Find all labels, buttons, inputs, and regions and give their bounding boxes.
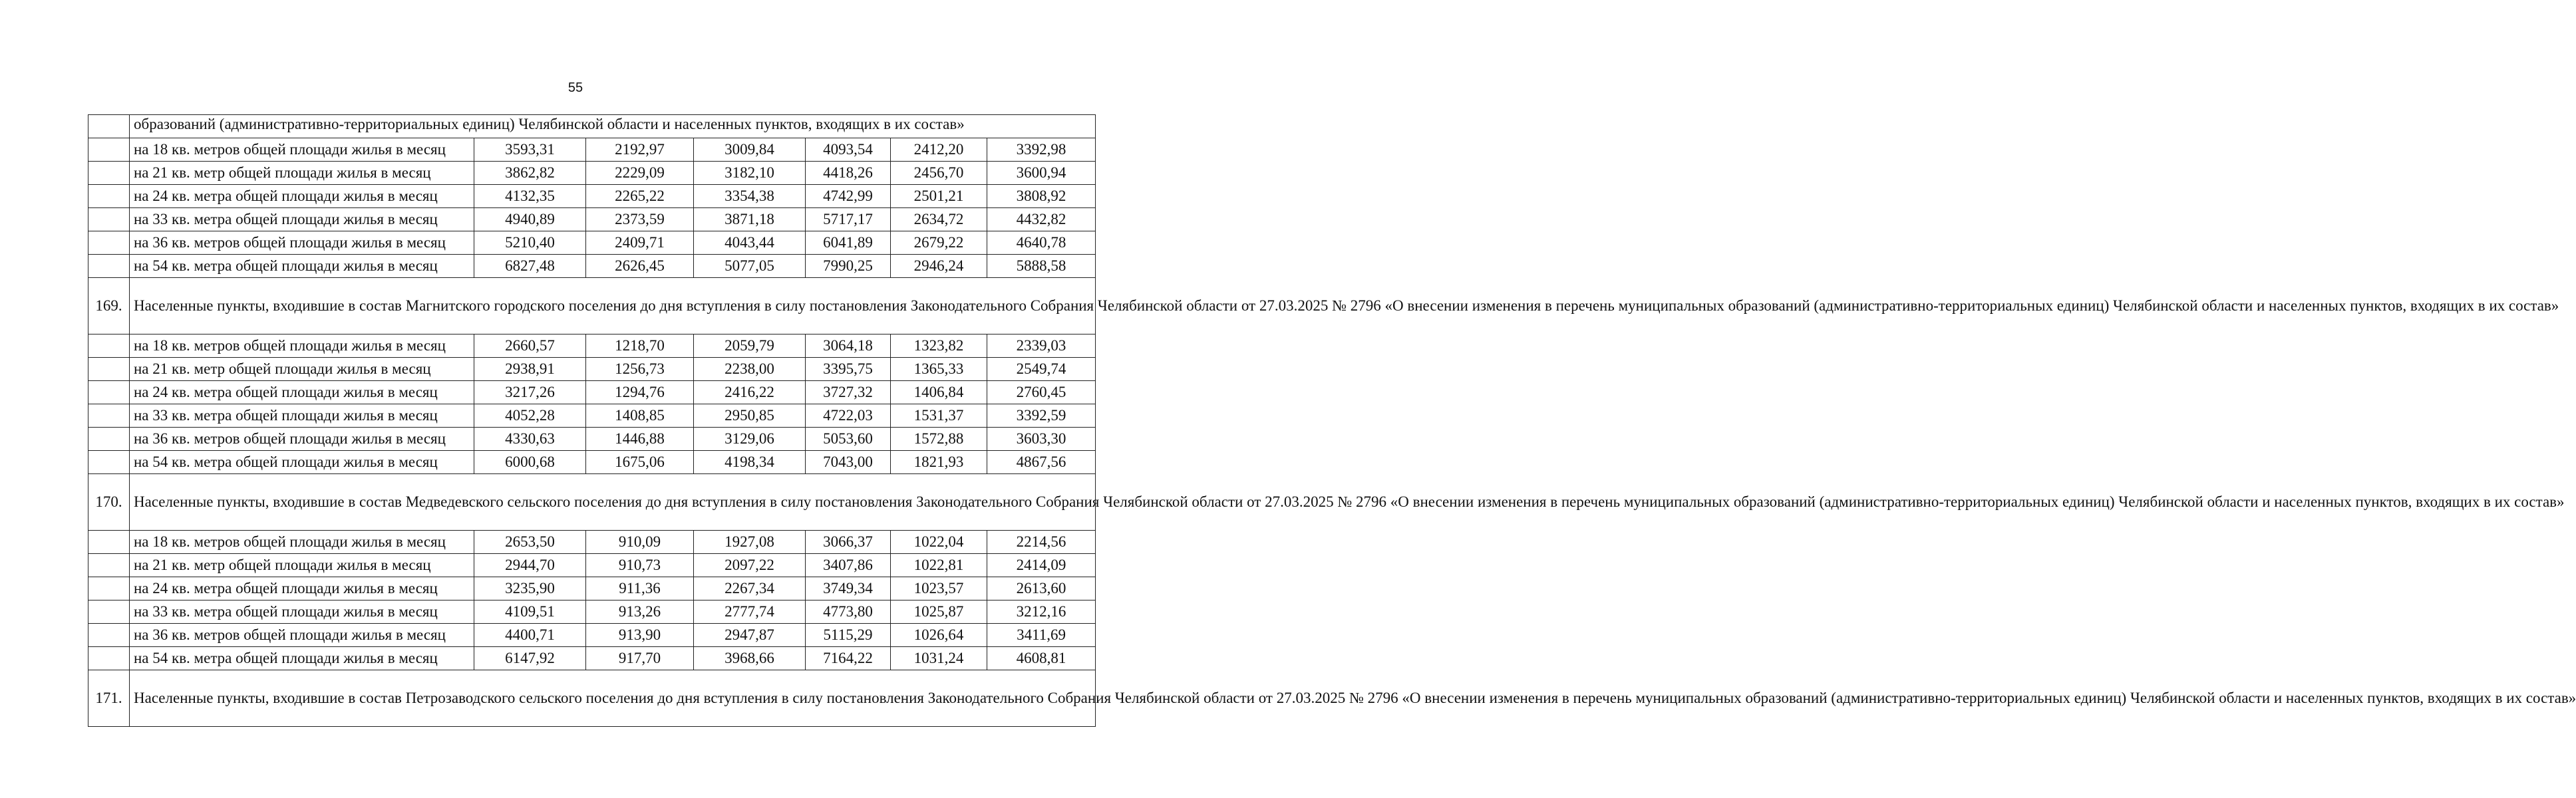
- table-row: [88, 600, 1096, 624]
- value-cell: 2938,91: [474, 358, 586, 381]
- value-cell: 2373,59: [586, 208, 694, 231]
- value-cell: 2777,74: [694, 600, 806, 624]
- value-cell: 911,36: [586, 577, 694, 600]
- value-cell: 4093,54: [806, 138, 891, 162]
- value-cell: 2626,45: [586, 255, 694, 278]
- table-row: [88, 647, 1096, 670]
- table-row: [88, 162, 1096, 185]
- value-cell: 2416,22: [694, 381, 806, 404]
- value-cell: 7043,00: [806, 451, 891, 474]
- value-cell: 917,70: [586, 647, 694, 670]
- section-heading: Населенные пункты, входившие в состав Магнитского городского поселения до дня вступления в силу постановления Законодательного Собрания Челябинской области от 27.03.2025 № 2796 «О внесении изменения в перечень муниципальных образований (административно-территориальных единиц) Челябинской области и населенных пунктов, входящих в их состав»: [130, 278, 1096, 334]
- value-cell: 1218,70: [586, 334, 694, 358]
- table-row: [88, 381, 1096, 404]
- value-cell: 3354,38: [694, 185, 806, 208]
- value-cell: 3727,32: [806, 381, 891, 404]
- table-row: [88, 138, 1096, 162]
- row-label: на 36 кв. метров общей площади жилья в месяц: [130, 428, 474, 451]
- value-cell: 4940,89: [474, 208, 586, 231]
- value-cell: 1572,88: [891, 428, 987, 451]
- value-cell: 3749,34: [806, 577, 891, 600]
- table-row: [88, 334, 1096, 358]
- value-cell: 2660,57: [474, 334, 586, 358]
- value-cell: 1406,84: [891, 381, 987, 404]
- value-cell: 2192,97: [586, 138, 694, 162]
- row-label: на 24 кв. метра общей площади жилья в месяц: [130, 381, 474, 404]
- value-cell: 4432,82: [987, 208, 1096, 231]
- value-cell: 2339,03: [987, 334, 1096, 358]
- table-row: [88, 451, 1096, 474]
- row-label: на 18 кв. метров общей площади жилья в месяц: [130, 138, 474, 162]
- value-cell: 3407,86: [806, 554, 891, 577]
- row-label: на 24 кв. метра общей площади жилья в месяц: [130, 577, 474, 600]
- value-cell: 3392,59: [987, 404, 1096, 428]
- value-cell: 4400,71: [474, 624, 586, 647]
- value-cell: 4418,26: [806, 162, 891, 185]
- value-cell: 7990,25: [806, 255, 891, 278]
- value-cell: 910,73: [586, 554, 694, 577]
- value-cell: 913,90: [586, 624, 694, 647]
- value-cell: 2265,22: [586, 185, 694, 208]
- value-cell: 2634,72: [891, 208, 987, 231]
- value-cell: 910,09: [586, 531, 694, 554]
- value-cell: 2214,56: [987, 531, 1096, 554]
- section-number: 170.: [88, 474, 130, 531]
- value-cell: 6147,92: [474, 647, 586, 670]
- value-cell: 1022,81: [891, 554, 987, 577]
- row-label: на 21 кв. метр общей площади жилья в месяц: [130, 162, 474, 185]
- row-label: на 33 кв. метра общей площади жилья в месяц: [130, 600, 474, 624]
- value-cell: 3066,37: [806, 531, 891, 554]
- value-cell: 2097,22: [694, 554, 806, 577]
- value-cell: 4773,80: [806, 600, 891, 624]
- value-cell: 3212,16: [987, 600, 1096, 624]
- row-label: на 21 кв. метр общей площади жилья в месяц: [130, 358, 474, 381]
- value-cell: 1031,24: [891, 647, 987, 670]
- value-cell: 2950,85: [694, 404, 806, 428]
- value-cell: 3129,06: [694, 428, 806, 451]
- table-row: [88, 255, 1096, 278]
- value-cell: 6041,89: [806, 231, 891, 255]
- value-cell: 2414,09: [987, 554, 1096, 577]
- table-row: [88, 554, 1096, 577]
- value-cell: 4330,63: [474, 428, 586, 451]
- value-cell: 2229,09: [586, 162, 694, 185]
- value-cell: 5077,05: [694, 255, 806, 278]
- section-heading-row: [88, 474, 1096, 531]
- value-cell: 1408,85: [586, 404, 694, 428]
- table-row: [88, 428, 1096, 451]
- value-cell: 4132,35: [474, 185, 586, 208]
- value-cell: 2238,00: [694, 358, 806, 381]
- section-heading-row: [88, 278, 1096, 334]
- page-number: 55: [567, 80, 583, 95]
- table-row: [88, 404, 1096, 428]
- row-label: на 21 кв. метр общей площади жилья в месяц: [130, 554, 474, 577]
- row-label: на 54 кв. метра общей площади жилья в месяц: [130, 647, 474, 670]
- value-cell: 3593,31: [474, 138, 586, 162]
- value-cell: 2267,34: [694, 577, 806, 600]
- table-row: [88, 231, 1096, 255]
- value-cell: 4052,28: [474, 404, 586, 428]
- row-label: на 33 кв. метра общей площади жилья в месяц: [130, 404, 474, 428]
- value-cell: 1323,82: [891, 334, 987, 358]
- section-heading-row: [88, 670, 1096, 727]
- value-cell: 3395,75: [806, 358, 891, 381]
- value-cell: 3064,18: [806, 334, 891, 358]
- value-cell: 3603,30: [987, 428, 1096, 451]
- value-cell: 6000,68: [474, 451, 586, 474]
- value-cell: 4043,44: [694, 231, 806, 255]
- value-cell: 4867,56: [987, 451, 1096, 474]
- value-cell: 5717,17: [806, 208, 891, 231]
- value-cell: 2409,71: [586, 231, 694, 255]
- value-cell: 3871,18: [694, 208, 806, 231]
- value-cell: 4722,03: [806, 404, 891, 428]
- row-label: на 54 кв. метра общей площади жилья в месяц: [130, 255, 474, 278]
- value-cell: 1531,37: [891, 404, 987, 428]
- value-cell: 2679,22: [891, 231, 987, 255]
- value-cell: 5053,60: [806, 428, 891, 451]
- value-cell: 4198,34: [694, 451, 806, 474]
- row-number-cell: [88, 115, 130, 138]
- value-cell: 5888,58: [987, 255, 1096, 278]
- value-cell: 3392,98: [987, 138, 1096, 162]
- value-cell: 2653,50: [474, 531, 586, 554]
- value-cell: 1927,08: [694, 531, 806, 554]
- value-cell: 1446,88: [586, 428, 694, 451]
- table-row: [88, 531, 1096, 554]
- value-cell: 1025,87: [891, 600, 987, 624]
- continuation-row: [88, 115, 1096, 138]
- value-cell: 2946,24: [891, 255, 987, 278]
- value-cell: 3862,82: [474, 162, 586, 185]
- value-cell: 1026,64: [891, 624, 987, 647]
- value-cell: 3968,66: [694, 647, 806, 670]
- value-cell: 2549,74: [987, 358, 1096, 381]
- row-label: на 18 кв. метров общей площади жилья в месяц: [130, 334, 474, 358]
- row-label: на 24 кв. метра общей площади жилья в месяц: [130, 185, 474, 208]
- table-row: [88, 577, 1096, 600]
- value-cell: 7164,22: [806, 647, 891, 670]
- value-cell: 3600,94: [987, 162, 1096, 185]
- value-cell: 1365,33: [891, 358, 987, 381]
- value-cell: 4109,51: [474, 600, 586, 624]
- row-label: на 54 кв. метра общей площади жилья в месяц: [130, 451, 474, 474]
- value-cell: 2059,79: [694, 334, 806, 358]
- section-heading: Населенные пункты, входившие в состав Медведевского сельского поселения до дня вступления в силу постановления Законодательного Собрания Челябинской области от 27.03.2025 № 2796 «О внесении изменения в перечень муниципальных образований (административно-территориальных единиц) Челябинской области и населенных пунктов, входящих в их состав»: [130, 474, 1096, 531]
- table-row: [88, 624, 1096, 647]
- table-row: [88, 358, 1096, 381]
- section-heading: Населенные пункты, входившие в состав Петрозаводского сельского поселения до дня вступления в силу постановления Законодательного Собрания Челябинской области от 27.03.2025 № 2796 «О внесении изменения в перечень муниципальных образований (административно-территориальных единиц) Челябинской области и населенных пунктов, входящих в их состав»: [130, 670, 1096, 727]
- value-cell: 2947,87: [694, 624, 806, 647]
- value-cell: 913,26: [586, 600, 694, 624]
- row-label: на 18 кв. метров общей площади жилья в месяц: [130, 531, 474, 554]
- value-cell: 4742,99: [806, 185, 891, 208]
- value-cell: 2501,21: [891, 185, 987, 208]
- value-cell: 6827,48: [474, 255, 586, 278]
- section-number: 169.: [88, 278, 130, 334]
- value-cell: 4640,78: [987, 231, 1096, 255]
- value-cell: 4608,81: [987, 647, 1096, 670]
- value-cell: 1675,06: [586, 451, 694, 474]
- row-label: на 36 кв. метров общей площади жилья в месяц: [130, 624, 474, 647]
- table-row: [88, 208, 1096, 231]
- section-number: 171.: [88, 670, 130, 727]
- value-cell: 1022,04: [891, 531, 987, 554]
- value-cell: 2944,70: [474, 554, 586, 577]
- value-cell: 2456,70: [891, 162, 987, 185]
- value-cell: 2760,45: [987, 381, 1096, 404]
- value-cell: 3182,10: [694, 162, 806, 185]
- value-cell: 2412,20: [891, 138, 987, 162]
- value-cell: 1294,76: [586, 381, 694, 404]
- value-cell: 1256,73: [586, 358, 694, 381]
- row-label: на 36 кв. метров общей площади жилья в месяц: [130, 231, 474, 255]
- table-row: [88, 185, 1096, 208]
- row-label: на 33 кв. метра общей площади жилья в месяц: [130, 208, 474, 231]
- value-cell: 3808,92: [987, 185, 1096, 208]
- value-cell: 3217,26: [474, 381, 586, 404]
- value-cell: 1023,57: [891, 577, 987, 600]
- value-cell: 3235,90: [474, 577, 586, 600]
- value-cell: 5210,40: [474, 231, 586, 255]
- value-cell: 3009,84: [694, 138, 806, 162]
- continuation-heading: образований (административно-территориальных единиц) Челябинской области и населенных пунктов, входящих в их состав»: [130, 115, 1096, 138]
- value-cell: 2613,60: [987, 577, 1096, 600]
- tariff-table: [88, 114, 2576, 727]
- value-cell: 5115,29: [806, 624, 891, 647]
- value-cell: 3411,69: [987, 624, 1096, 647]
- value-cell: 1821,93: [891, 451, 987, 474]
